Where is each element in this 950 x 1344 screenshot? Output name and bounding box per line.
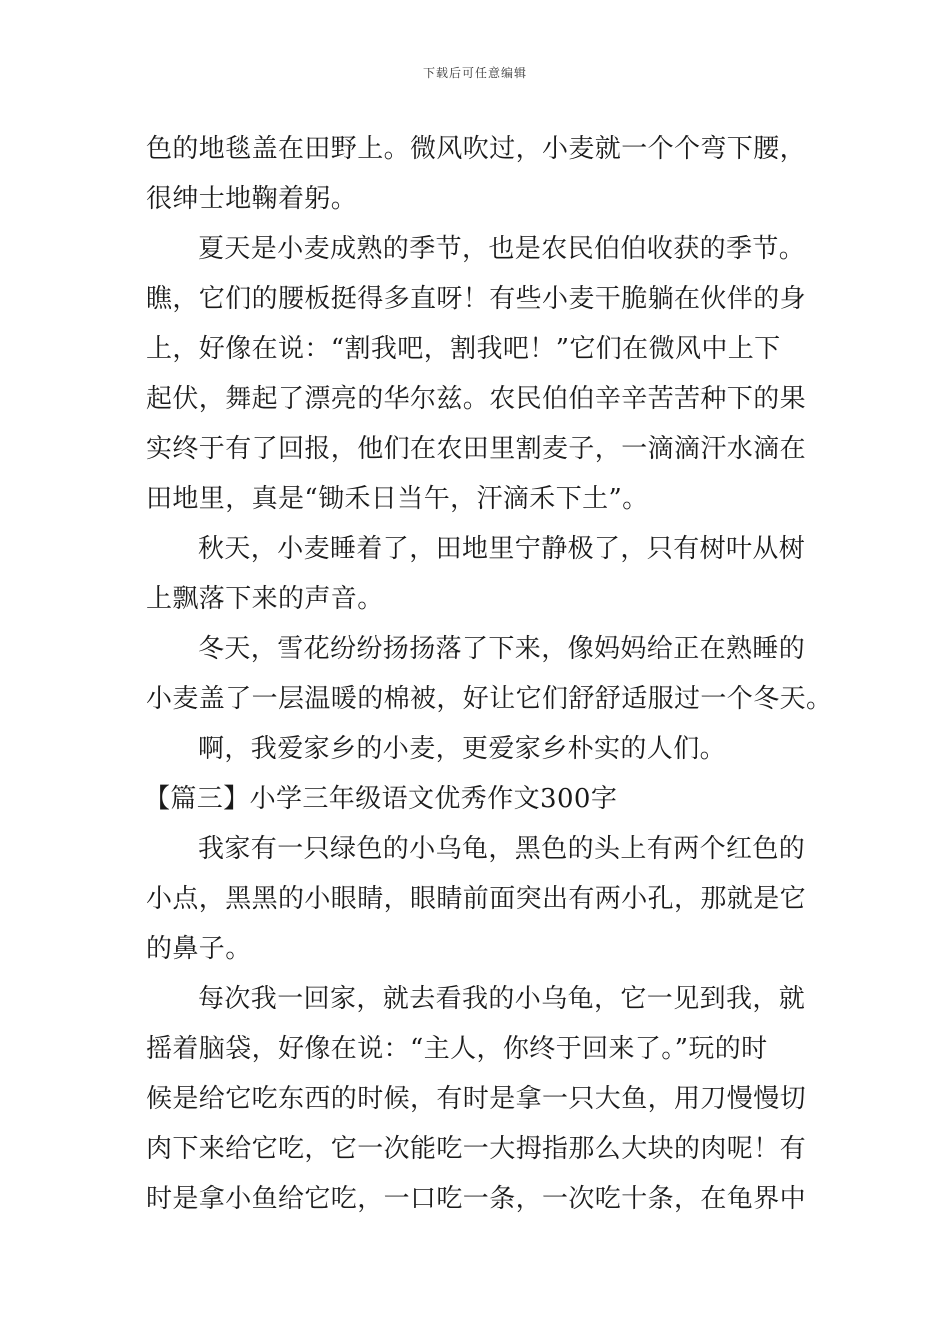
text-line: 肉下来给它吃，它一次能吃一大拇指那么大块的肉呢！有 bbox=[146, 1134, 807, 1164]
text-line: 起伏，舞起了漂亮的华尔兹。农民伯伯辛辛苦苦种下的果 bbox=[146, 384, 807, 414]
paragraph-start-line: 啊，我爱家乡的小麦，更爱家乡朴实的人们。 bbox=[198, 734, 727, 764]
text-line: 时是拿小鱼给它吃，一口吃一条，一次吃十条，在龟界中 bbox=[146, 1184, 807, 1214]
text-line: 瞧，它们的腰板挺得多直呀！有些小麦干脆躺在伙伴的身 bbox=[146, 284, 807, 314]
text-line: 上，好像在说：“割我吧，割我吧！”它们在微风中上下 bbox=[146, 334, 781, 364]
paragraph-start-line: 夏天是小麦成熟的季节，也是农民伯伯收获的季节。 bbox=[198, 234, 806, 264]
text-line: 很绅士地鞠着躬。 bbox=[146, 184, 358, 214]
text-line: 上飘落下来的声音。 bbox=[146, 584, 384, 614]
text-line: 色的地毯盖在田野上。微风吹过，小麦就一个个弯下腰， bbox=[146, 134, 807, 164]
paragraph-start-line: 每次我一回家，就去看我的小乌龟，它一见到我，就 bbox=[198, 984, 806, 1014]
paragraph-start-line: 我家有一只绿色的小乌龟，黑色的头上有两个红色的 bbox=[198, 834, 806, 864]
document-body bbox=[144, 124, 833, 1224]
text-line: 摇着脑袋，好像在说：“主人，你终于回来了。”玩的时 bbox=[146, 1034, 768, 1064]
text-line: 田地里，真是“锄禾日当午，汗滴禾下土”。 bbox=[146, 484, 649, 514]
text-line: 实终于有了回报，他们在农田里割麦子，一滴滴汗水滴在 bbox=[146, 434, 807, 464]
text-line: 候是给它吃东西的时候，有时是拿一只大鱼，用刀慢慢切 bbox=[146, 1084, 807, 1114]
text-line: 小麦盖了一层温暖的棉被，好让它们舒舒适服过一个冬天。 bbox=[146, 684, 833, 714]
paragraph-start-line: 秋天，小麦睡着了，田地里宁静极了，只有树叶从树 bbox=[198, 534, 806, 564]
text-line: 小点，黑黑的小眼睛，眼睛前面突出有两小孔，那就是它 bbox=[146, 884, 807, 914]
section-heading: 【篇三】小学三年级语文优秀作文300字 bbox=[144, 784, 618, 814]
paragraph-start-line: 冬天，雪花纷纷扬扬落了下来，像妈妈给正在熟睡的 bbox=[198, 634, 806, 664]
text-line: 的鼻子。 bbox=[146, 934, 252, 964]
page-header: 下载后可任意编辑 bbox=[422, 66, 527, 80]
